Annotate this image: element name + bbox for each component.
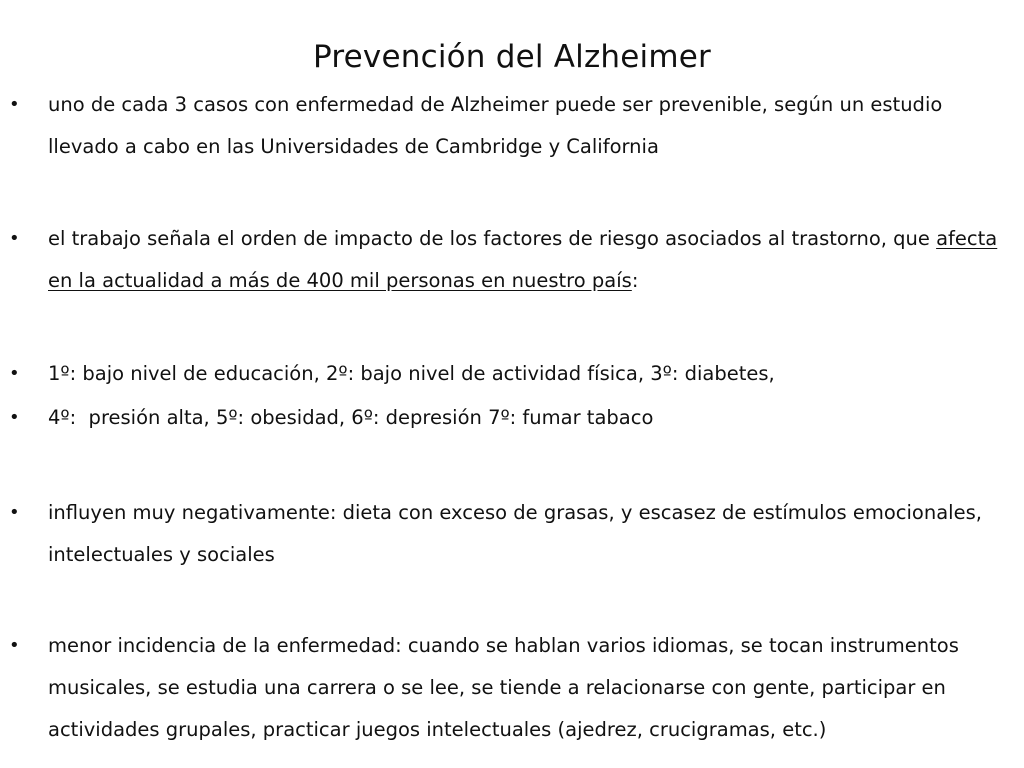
bullet-icon: • [9, 502, 20, 523]
bullet-icon: • [9, 635, 20, 656]
bullet-text: 1º: bajo nivel de educación, 2º: bajo nivel de actividad física, 3º: diabetes, [48, 362, 775, 385]
bullet-text-suffix: : [631, 269, 639, 292]
bullet-text-plain: el trabajo señala el orden de impacto de los factores de riesgo asociados al trastorno, que [48, 227, 937, 250]
bullet-icon: • [9, 407, 20, 428]
bullet-icon: • [9, 228, 20, 249]
bullet-text [48, 218, 1010, 302]
bullet-text: uno de cada 3 casos con enfermedad de Alzheimer puede ser prevenible, según un estudio llevado a cabo en las Universidades de Cambridge y California [48, 93, 943, 158]
bullet-text: menor incidencia de la enfermedad: cuando se hablan varios idiomas, se tocan instrumentos musicales, se estudia una carrera o se lee, se tiende a relacionarse con gente, participar en actividades grupales, practicar juegos intelectuales (ajedrez, crucigramas, etc.) [48, 634, 959, 741]
bullet-text: 4º: presión alta, 5º: obesidad, 6º: depresión 7º: fumar tabaco [48, 406, 654, 429]
bullet-text: influyen muy negativamente: dieta con exceso de grasas, y escasez de estímulos emocionales, intelectuales y sociales [48, 501, 982, 566]
slide-title: Prevención del Alzheimer [313, 38, 711, 75]
bullet-icon: • [9, 363, 20, 384]
bullet-icon: • [9, 94, 20, 115]
bullet-text-underlined: afecta en la actualidad a más de 400 mil personas en nuestro país [48, 227, 998, 292]
